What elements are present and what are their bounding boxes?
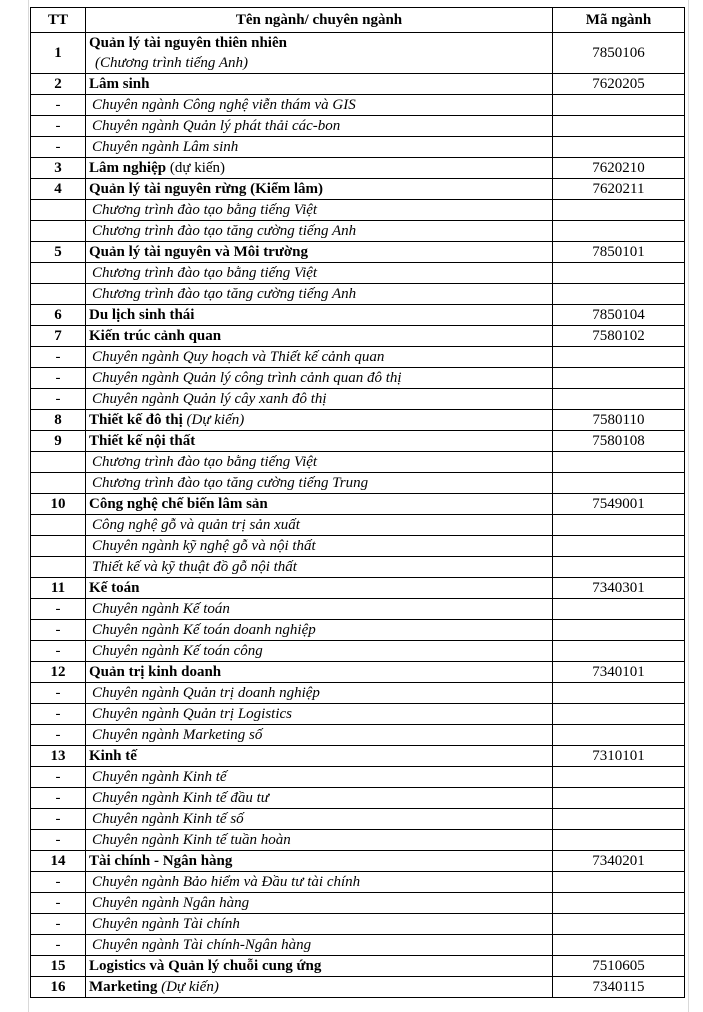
table-body — [31, 33, 685, 998]
specialization-row — [31, 221, 685, 242]
major-code: 7620205 — [553, 74, 685, 95]
specialization-name: Chuyên ngành Kế toán doanh nghiệp — [92, 622, 316, 638]
specialization-row — [31, 137, 685, 158]
row-number — [31, 263, 86, 284]
row-number: - — [31, 809, 86, 830]
specialization-name-cell — [86, 452, 553, 473]
specialization-row — [31, 599, 685, 620]
specialization-name: Chương trình đào tạo bằng tiếng Việt — [92, 202, 318, 218]
row-number — [31, 473, 86, 494]
specialization-name: Chương trình đào tạo tăng cường tiếng Trung — [92, 475, 369, 491]
major-name-cell — [86, 326, 553, 347]
specialization-row — [31, 830, 685, 851]
row-number: 5 — [31, 242, 86, 263]
specialization-name: Chuyên ngành Quản lý cây xanh đô thị — [92, 391, 327, 407]
specialization-name-cell — [86, 872, 553, 893]
row-number: - — [31, 725, 86, 746]
major-name-cell — [86, 494, 553, 515]
specialization-name-cell — [86, 536, 553, 557]
row-number: - — [31, 116, 86, 137]
specialization-row — [31, 368, 685, 389]
page-left-margin — [0, 0, 29, 1012]
major-name: Thiết kế nội thất — [89, 433, 196, 449]
specialization-name: Chuyên ngành Kế toán công — [92, 643, 263, 659]
major-code: 7340201 — [553, 851, 685, 872]
specialization-name: Chuyên ngành Marketing số — [92, 727, 263, 743]
major-name: Thiết kế đô thị — [89, 412, 183, 428]
specialization-name-cell — [86, 263, 553, 284]
major-code — [553, 200, 685, 221]
header-tt: TT — [31, 8, 86, 33]
major-code — [553, 620, 685, 641]
major-code: 7310101 — [553, 746, 685, 767]
specialization-row — [31, 683, 685, 704]
specialization-name: Chuyên ngành Tài chính — [92, 916, 240, 932]
row-number — [31, 515, 86, 536]
row-number: 6 — [31, 305, 86, 326]
specialization-name-cell — [86, 788, 553, 809]
specialization-name: Chuyên ngành Quản trị doanh nghiệp — [92, 685, 320, 701]
row-number — [31, 284, 86, 305]
specialization-name: Chương trình đào tạo tăng cường tiếng Anh — [92, 223, 357, 239]
major-name-cell — [86, 410, 553, 431]
major-code: 7580110 — [553, 410, 685, 431]
specialization-name-cell — [86, 515, 553, 536]
specialization-name: Chuyên ngành Quản lý công trình cảnh quan đô thị — [92, 370, 402, 386]
major-code: 7850101 — [553, 242, 685, 263]
major-row — [31, 494, 685, 515]
major-name-cell — [86, 305, 553, 326]
majors-table — [30, 7, 685, 998]
major-code — [553, 515, 685, 536]
major-name: Quản lý tài nguyên thiên nhiên — [89, 35, 287, 51]
major-code: 7580108 — [553, 431, 685, 452]
specialization-row — [31, 515, 685, 536]
row-number: 8 — [31, 410, 86, 431]
major-name: Công nghệ chế biến lâm sản — [89, 496, 268, 512]
header-name: Tên ngành/ chuyên ngành — [86, 8, 553, 33]
major-name-cell — [86, 977, 553, 998]
specialization-name-cell — [86, 116, 553, 137]
specialization-name: Chuyên ngành Quản lý phát thải các-bon — [92, 118, 341, 134]
major-row — [31, 746, 685, 767]
major-code — [553, 116, 685, 137]
specialization-name-cell — [86, 368, 553, 389]
major-code — [553, 221, 685, 242]
specialization-name-cell — [86, 95, 553, 116]
row-number: 7 — [31, 326, 86, 347]
row-number: - — [31, 830, 86, 851]
specialization-name-cell — [86, 641, 553, 662]
page-right-margin — [688, 0, 703, 1012]
row-number: - — [31, 599, 86, 620]
program-note: (Chương trình tiếng Anh) — [95, 55, 248, 71]
row-number: - — [31, 704, 86, 725]
specialization-row — [31, 263, 685, 284]
major-note: (dự kiến) — [169, 160, 226, 176]
major-code — [553, 767, 685, 788]
major-name: Marketing — [89, 979, 158, 995]
major-code: 7620210 — [553, 158, 685, 179]
major-row — [31, 410, 685, 431]
row-number: - — [31, 683, 86, 704]
major-code — [553, 347, 685, 368]
row-number: 16 — [31, 977, 86, 998]
specialization-name: Chuyên ngành Công nghệ viễn thám và GIS — [92, 97, 356, 113]
specialization-name-cell — [86, 347, 553, 368]
major-code: 7510605 — [553, 956, 685, 977]
row-number: 11 — [31, 578, 86, 599]
row-number — [31, 452, 86, 473]
specialization-row — [31, 557, 685, 578]
specialization-name-cell — [86, 284, 553, 305]
row-number: 12 — [31, 662, 86, 683]
specialization-row — [31, 620, 685, 641]
major-code — [553, 536, 685, 557]
specialization-name: Chuyên ngành Tài chính-Ngân hàng — [92, 937, 312, 953]
major-name-cell — [86, 74, 553, 95]
specialization-name: Chuyên ngành Quy hoạch và Thiết kế cảnh quan — [92, 349, 385, 365]
table-header-row — [31, 8, 685, 33]
major-row — [31, 956, 685, 977]
specialization-row — [31, 809, 685, 830]
specialization-row — [31, 200, 685, 221]
specialization-row — [31, 704, 685, 725]
major-row — [31, 179, 685, 200]
major-code — [553, 599, 685, 620]
major-name: Quản lý tài nguyên rừng (Kiểm lâm) — [89, 181, 324, 197]
major-name: Kế toán — [89, 580, 140, 596]
row-number: - — [31, 620, 86, 641]
major-code — [553, 935, 685, 956]
major-code: 7549001 — [553, 494, 685, 515]
major-code: 7580102 — [553, 326, 685, 347]
specialization-row — [31, 389, 685, 410]
specialization-row — [31, 95, 685, 116]
major-name: Du lịch sinh thái — [89, 307, 195, 323]
specialization-name-cell — [86, 473, 553, 494]
major-row — [31, 431, 685, 452]
row-number: - — [31, 893, 86, 914]
major-row — [31, 662, 685, 683]
specialization-name: Chương trình đào tạo bằng tiếng Việt — [92, 454, 318, 470]
specialization-name: Chuyên ngành Quản trị Logistics — [92, 706, 293, 722]
row-number: - — [31, 137, 86, 158]
major-code: 7850104 — [553, 305, 685, 326]
specialization-name: Chuyên ngành Ngân hàng — [92, 895, 250, 911]
major-name: Logistics và Quản lý chuỗi cung ứng — [89, 958, 322, 974]
major-name-cell — [86, 851, 553, 872]
major-row — [31, 158, 685, 179]
row-number: 9 — [31, 431, 86, 452]
row-number: - — [31, 641, 86, 662]
major-name: Quản trị kinh doanh — [89, 664, 222, 680]
specialization-row — [31, 116, 685, 137]
row-number: - — [31, 872, 86, 893]
specialization-row — [31, 935, 685, 956]
major-name-cell — [86, 33, 553, 74]
major-code: 7340115 — [553, 977, 685, 998]
specialization-name: Chương trình đào tạo bằng tiếng Việt — [92, 265, 318, 281]
major-name-cell — [86, 179, 553, 200]
major-note: (Dự kiến) — [186, 412, 245, 428]
row-number: - — [31, 935, 86, 956]
major-row — [31, 326, 685, 347]
major-code — [553, 95, 685, 116]
specialization-name-cell — [86, 200, 553, 221]
major-code — [553, 641, 685, 662]
major-name: Quản lý tài nguyên và Môi trường — [89, 244, 308, 260]
specialization-row — [31, 641, 685, 662]
major-code — [553, 452, 685, 473]
row-number: - — [31, 389, 86, 410]
specialization-name: Chuyên ngành Lâm sinh — [92, 139, 239, 155]
specialization-row — [31, 284, 685, 305]
major-code — [553, 725, 685, 746]
row-number: 15 — [31, 956, 86, 977]
specialization-row — [31, 536, 685, 557]
major-code — [553, 830, 685, 851]
row-number: - — [31, 788, 86, 809]
major-row — [31, 305, 685, 326]
row-number: 2 — [31, 74, 86, 95]
specialization-name-cell — [86, 620, 553, 641]
row-number: - — [31, 368, 86, 389]
specialization-row — [31, 473, 685, 494]
major-code: 7340301 — [553, 578, 685, 599]
row-number — [31, 536, 86, 557]
row-number: 10 — [31, 494, 86, 515]
major-code — [553, 284, 685, 305]
specialization-name-cell — [86, 914, 553, 935]
specialization-name-cell — [86, 830, 553, 851]
major-name: Lâm nghiệp — [89, 160, 167, 176]
specialization-row — [31, 452, 685, 473]
specialization-name: Công nghệ gỗ và quản trị sản xuất — [92, 517, 300, 533]
major-code — [553, 683, 685, 704]
specialization-name-cell — [86, 683, 553, 704]
major-name: Kiến trúc cảnh quan — [89, 328, 222, 344]
major-row — [31, 578, 685, 599]
row-number: 14 — [31, 851, 86, 872]
specialization-name-cell — [86, 809, 553, 830]
specialization-name: Chuyên ngành kỹ nghệ gỗ và nội thất — [92, 538, 316, 554]
major-note: (Dự kiến) — [161, 979, 219, 995]
major-row — [31, 851, 685, 872]
specialization-row — [31, 872, 685, 893]
major-row — [31, 977, 685, 998]
specialization-name: Chuyên ngành Kinh tế số — [92, 811, 244, 827]
specialization-name-cell — [86, 221, 553, 242]
row-number: - — [31, 347, 86, 368]
major-code — [553, 914, 685, 935]
major-name-cell — [86, 746, 553, 767]
header-code: Mã ngành — [553, 8, 685, 33]
specialization-name: Chuyên ngành Bảo hiểm và Đầu tư tài chính — [92, 874, 361, 890]
row-number — [31, 557, 86, 578]
specialization-name: Chuyên ngành Kế toán — [92, 601, 230, 617]
specialization-row — [31, 788, 685, 809]
major-code: 7620211 — [553, 179, 685, 200]
specialization-row — [31, 893, 685, 914]
major-code — [553, 263, 685, 284]
major-name: Lâm sinh — [89, 76, 150, 92]
major-code — [553, 137, 685, 158]
major-code: 7850106 — [553, 33, 685, 74]
major-name: Kinh tế — [89, 748, 137, 764]
row-number: 1 — [31, 33, 86, 74]
major-code — [553, 893, 685, 914]
specialization-name: Thiết kế và kỹ thuật đồ gỗ nội thất — [92, 559, 297, 575]
major-code — [553, 473, 685, 494]
specialization-name: Chuyên ngành Kinh tế tuần hoàn — [92, 832, 291, 848]
major-name-cell — [86, 578, 553, 599]
specialization-row — [31, 767, 685, 788]
major-row — [31, 242, 685, 263]
major-code: 7340101 — [553, 662, 685, 683]
major-code — [553, 368, 685, 389]
major-name: Tài chính - Ngân hàng — [89, 853, 233, 869]
specialization-name-cell — [86, 935, 553, 956]
major-name-cell — [86, 158, 553, 179]
row-number: - — [31, 95, 86, 116]
major-name-cell — [86, 956, 553, 977]
specialization-name: Chuyên ngành Kinh tế — [92, 769, 227, 785]
specialization-name-cell — [86, 557, 553, 578]
major-code — [553, 872, 685, 893]
specialization-name: Chương trình đào tạo tăng cường tiếng Anh — [92, 286, 357, 302]
specialization-name-cell — [86, 137, 553, 158]
major-name-cell — [86, 431, 553, 452]
major-code — [553, 389, 685, 410]
specialization-name-cell — [86, 893, 553, 914]
major-code — [553, 809, 685, 830]
row-number: - — [31, 914, 86, 935]
specialization-name-cell — [86, 725, 553, 746]
major-row — [31, 74, 685, 95]
specialization-name: Chuyên ngành Kinh tế đầu tư — [92, 790, 269, 806]
major-row — [31, 33, 685, 74]
major-code — [553, 557, 685, 578]
row-number: 3 — [31, 158, 86, 179]
major-code — [553, 788, 685, 809]
specialization-row — [31, 914, 685, 935]
specialization-name-cell — [86, 599, 553, 620]
specialization-row — [31, 725, 685, 746]
major-name-cell — [86, 242, 553, 263]
specialization-name-cell — [86, 389, 553, 410]
major-name-cell — [86, 662, 553, 683]
major-code — [553, 704, 685, 725]
specialization-name-cell — [86, 767, 553, 788]
specialization-row — [31, 347, 685, 368]
row-number: - — [31, 767, 86, 788]
row-number: 13 — [31, 746, 86, 767]
row-number — [31, 200, 86, 221]
row-number: 4 — [31, 179, 86, 200]
specialization-name-cell — [86, 704, 553, 725]
row-number — [31, 221, 86, 242]
